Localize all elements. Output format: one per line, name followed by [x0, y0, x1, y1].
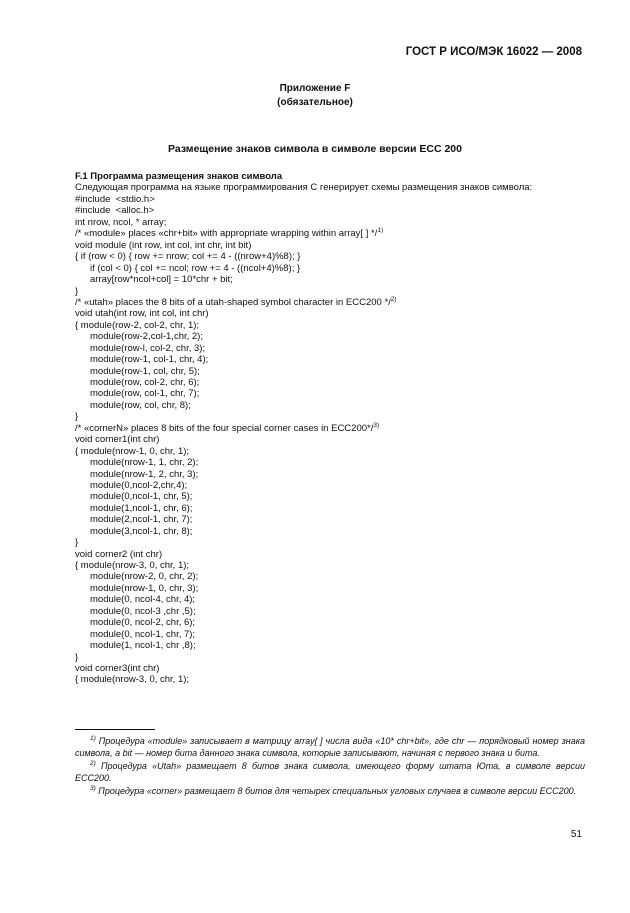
code-line: if (col < 0) { col += ncol; row += 4 - ((ncol+4)%8); } [90, 262, 301, 274]
annex-title: Размещение знаков символа в символе версии ЕСС 200 [168, 143, 462, 155]
code-line: { module(row-2, col-2, chr, 1); [75, 319, 200, 331]
code-line: void utah(int row, int col, int chr) [75, 308, 209, 320]
code-line: { if (row < 0) { row += nrow; col += 4 - ((nrow+4)%8); } [75, 251, 301, 263]
code-line: array[row*ncol+col] = 10*chr + bit; [90, 274, 233, 286]
code-line: module(row, col-1, chr, 7); [90, 388, 200, 400]
annex-status: (обязательное) [277, 97, 353, 108]
code-line: void corner1(int chr) [75, 434, 160, 446]
code-line: module(3,ncol-1, chr, 8); [90, 525, 193, 537]
code-line: module(nrow-1, 2, chr, 3); [90, 468, 199, 480]
code-line: module(row, col, chr, 8); [90, 399, 191, 411]
code-line: } [75, 411, 79, 423]
code-line: module(nrow-1, 0, chr, 3); [90, 582, 199, 594]
code-line: module(nrow-1, 1, chr, 2); [90, 457, 199, 469]
code-line-with-note [75, 228, 585, 239]
code-line: module(row-l, col-2, chr, 3); [90, 342, 206, 354]
section-intro: Следующая программа на языке программирования С генерирует схемы размещения знаков символа: [75, 182, 533, 193]
code-line: module(2,ncol-1, chr, 7); [90, 514, 193, 526]
footnote-text: Процедура «Utah» размещает 8 битов знака символа, имеющего форму штата Юта, в символе версии ЕСС200. [75, 760, 585, 784]
code-listing [75, 194, 585, 686]
code-line: module(0, ncol-4, chr, 4); [90, 594, 196, 606]
footnote-divider [75, 729, 155, 730]
footnote-mark: 2) [390, 295, 397, 303]
code-line: module(row-2,col-1,chr, 2); [90, 331, 203, 343]
code-line: /* «module» places «chr+bit» with appropriate wrapping within array[ ] */ [75, 228, 378, 240]
code-line: #include <stdio.h> [75, 194, 155, 205]
code-line: module(row, col-2, chr, 6); [90, 377, 200, 388]
code-line: void module (int row, int col, int chr, int bit) [75, 239, 252, 251]
code-line: /* «cornerN» places 8 bits of the four special corner cases in ECC200*/ [75, 422, 374, 434]
code-line: module(0,ncol-1, chr, 5); [90, 491, 193, 503]
footnote-1 [75, 735, 585, 760]
code-line: } [75, 285, 79, 297]
footnote-2 [75, 760, 585, 785]
code-line: { module(nrow-3, 0, chr, 1); [75, 674, 190, 686]
code-line: module(0, ncol-1, chr, 7); [90, 628, 196, 640]
footnote-number: 1) [90, 735, 96, 742]
code-line: /* «utah» places the 8 bits of a utah-shaped symbol character in ECC200 */ [75, 296, 391, 308]
code-line: } [75, 651, 79, 663]
footnote-text: Процедура «corner» размещает 8 битов для четырех специальных угловых случаев в символе версии ЕСС200. [98, 785, 577, 796]
page-number: 51 [570, 829, 582, 840]
code-line: void corner3(int chr) [75, 662, 160, 674]
annex-heading [0, 82, 630, 110]
standard-designation: ГОСТ Р ИСО/МЭК 16022 — 2008 [405, 46, 582, 58]
code-line: #include <alloc.h> [75, 205, 155, 217]
code-line: module(0, ncol-3 ,chr ,5); [90, 605, 196, 617]
footnote-number: 3) [90, 784, 96, 792]
footnote-mark: 1) [377, 227, 384, 235]
code-line-with-note [75, 297, 585, 308]
code-line: } [75, 537, 79, 549]
code-line: module(row-1, col, chr, 5); [90, 365, 200, 377]
code-line: void corner2 (int chr) [75, 548, 163, 560]
footnote-text: Процедура «module» записывает в матрицу array[ ] числа вида «10* chr+bit», где chr — порядковый номер знака символа, а bit — номер бита данного знака символа, которые записывают, начиная с первого знака и бита. [75, 736, 585, 759]
code-line-with-note [75, 423, 585, 434]
code-line: module(1,ncol-1, chr, 6); [90, 502, 193, 514]
code-line: { module(nrow-3, 0, chr, 1); [75, 560, 190, 571]
code-line: module(nrow-2, 0, chr, 2); [90, 571, 199, 583]
section-heading: F.1 Программа размещения знаков символа [75, 171, 283, 182]
code-line: module(0,ncol-2,chr,4); [90, 479, 188, 491]
footnote-number: 2) [90, 759, 96, 767]
footnotes [75, 735, 585, 797]
code-line: module(1, ncol-1, chr ,8); [90, 640, 196, 652]
footnote-3 [75, 785, 585, 797]
code-line: module(0, ncol-2, chr, 6); [90, 617, 196, 629]
code-line: { module(nrow-1, 0, chr, 1); [75, 445, 190, 457]
code-line: module(row-1, col-1, chr, 4); [90, 354, 209, 366]
annex-label: Приложение F [279, 83, 351, 94]
code-line: int nrow, ncol, * array; [75, 216, 167, 228]
footnote-mark: 3) [373, 421, 380, 429]
